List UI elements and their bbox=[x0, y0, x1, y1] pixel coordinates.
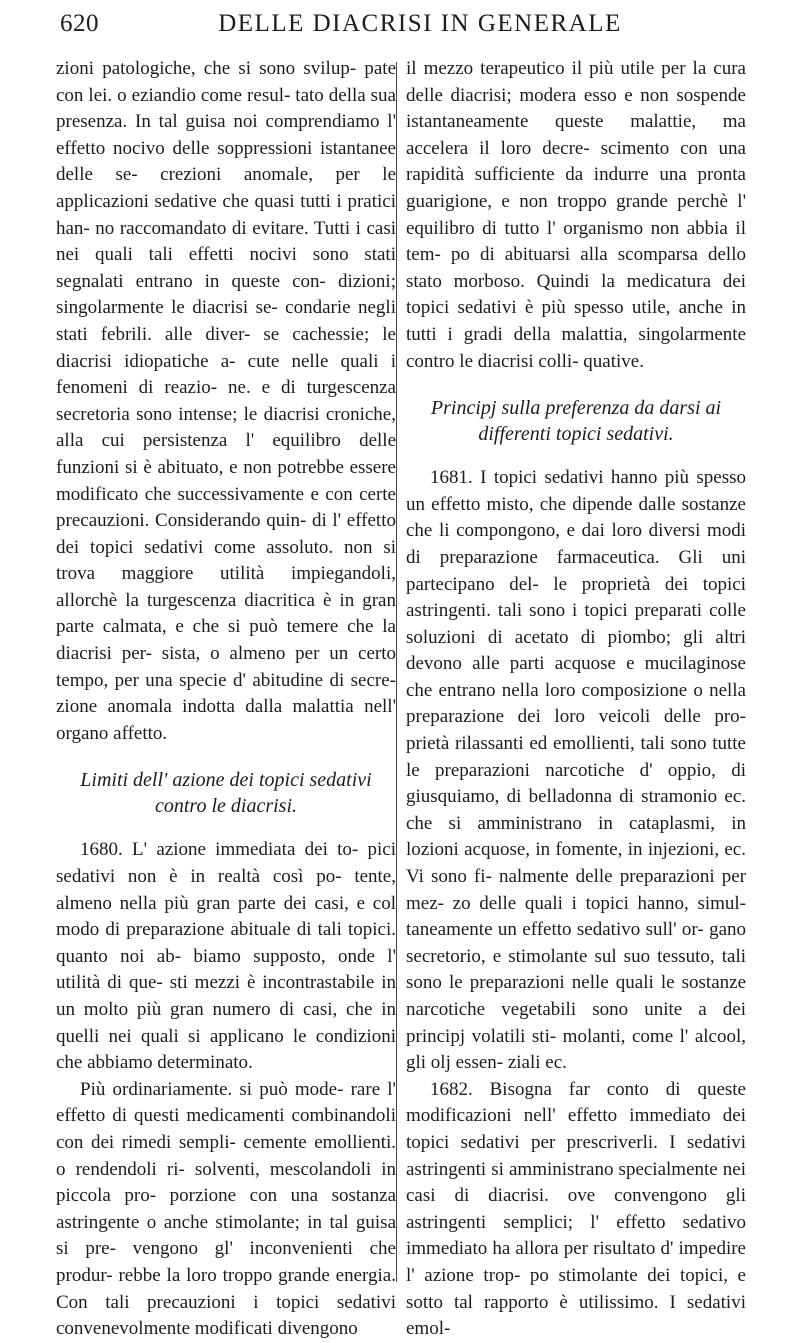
left-paragraph-1: zioni patologiche, che si sono svilup- pate con lei. o eziandio come resul- tato della sua presenza. In tal guisa noi comprendiamo l' effetto nocivo delle soppressioni istantanee delle se- crezioni anomale, per le applicazioni sedative che quasi tutti i pratici han- no raccomandato di evitare. Tutti i casi nei quali tali effetti nocivi sono stati segnalati entrano in queste con- dizioni; singolarmente le diacrisi se- condarie negli stati febrili. alle diver- se cachessie; le diacrisi idiopatiche a- cute nelle quali i fenomeni di reazio- ne. e di turgescenza secretoria sono intense; le diacrisi croniche, alla cui persistenza l' equilibro delle funzioni si è abituato, e non potrebbe essere modificato che successivamente e con certe precauzioni. Considerando quin- di l' effetto dei topici sedativi come assoluto. non si trova maggiore utilità impiegandoli, allorchè la turgescenza diacritica è in gran parte calmata, e che si può temere che la diacrisi per- sista, o almeno per un certo tempo, per una specie d' abitudine di secre- zione anomala indotta dalla malattia nell' organo affetto. bbox=[56, 58, 396, 744]
left-paragraph-3: Più ordinariamente. si può mode- rare l' effetto di questi medicamenti combinandoli con dei rimedi sempli- cemente emollienti. o rendendoli ri- solventi, mescolandoli in piccola pro- porzione con una sostanza astringente o anche stimolante; in tal guisa si pre- vengono gl' inconvenienti che produr- rebbe la loro troppo grande energia. Con tali precauzioni i topici sedativi convenevolmente modificati divengono bbox=[56, 1078, 396, 1340]
section-title-principj-line2: differenti topici sedativi. bbox=[478, 423, 674, 446]
section-title-principj bbox=[406, 395, 746, 447]
paragraph-1682: 1682. Bisogna far conto di queste modificazioni nell' effetto immediato dei topici sedativi per prescriverli. I sedativi astringenti si amministrano specialmente nei casi di diacrisi. ove convengono gli astringenti semplici; l' effetto sedativo immediato ha allora per risultato d' impedire l' azione trop- po stimolante dei topici, e sotto tal rapporto è utilissimo. I sedativi emol- bbox=[406, 1078, 746, 1340]
section-title-principj-line1: Principj sulla preferenza da darsi ai bbox=[430, 397, 722, 420]
section-title-limiti-line1: Limiti dell' azione dei topici sedativi bbox=[80, 769, 372, 792]
right-paragraph-1: il mezzo terapeutico il più utile per la cura delle diacrisi; modera esso e non sospende istantaneamente queste malattie, ma accelera il loro decre- scimento con una rapidità sufficiente da indurre una pronta guarigione, e non troppo grande perchè l' equilibro di tutto l' organismo non abbia il tem- po di abituarsi alla scomparsa dello stato morboso. Quindi la medicatura dei topici sedativi è più spesso utile, anche in tutti i gradi della malattia, singolarmente contro le diacrisi colli- quative. bbox=[406, 58, 746, 372]
right-column bbox=[406, 56, 746, 1343]
section-title-limiti bbox=[56, 767, 396, 819]
left-column bbox=[56, 56, 396, 1343]
column-divider bbox=[396, 62, 397, 1282]
paragraph-1680: 1680. L' azione immediata dei to- pici sedativi non è in realtà così po- tente, almeno nella più gran parte dei casi, e col modo di preparazione abituale di tali topici. quanto noi ab- biamo supposto, onde l' utilità di que- sti mezzi è incontrastabile in un molto più gran numero di casi, che in quelli nei quali si applicano le condizioni che abbiamo determinato. bbox=[56, 839, 396, 1074]
page-header bbox=[50, 10, 750, 50]
running-head: DELLE DIACRISI IN GENERALE bbox=[218, 10, 622, 37]
section-title-limiti-line2: contro le diacrisi. bbox=[154, 795, 298, 818]
paragraph-1681: 1681. I topici sedativi hanno più spesso un effetto misto, che dipende dalle sostanze che li compongono, e dai loro diversi modi di preparazione farmaceutica. Gli uni partecipano del- le proprietà dei topici astringenti. tali sono i topici preparati colle soluzioni di acetato di piombo; gli altri devono alle parti acquose e mucilaginose che entrano nella loro composizione o nella preparazione dei loro veicoli delle pro- prietà rilassanti ed emollienti, tali sono tutte le preparazioni narcotiche d' oppio, di giusquiamo, di belladonna di stramonio ec. che si amministrano in cataplasmi, in lozioni acquose, in fomente, in injezioni, ec. Vi sono fi- nalmente delle preparazioni per mez- zo delle quali i topici hanno, simul- taneamente un effetto sedativo sull' or- gano secretorio, e stimolante sul suo tessuto, tali sono le preparazioni nelle quali le sostanze narcotiche vegetabili sono unite a dei principj volatili sti- molanti, come l' alcool, gli olj essen- ziali ec. bbox=[406, 467, 746, 1074]
page-number: 620 bbox=[60, 10, 99, 37]
